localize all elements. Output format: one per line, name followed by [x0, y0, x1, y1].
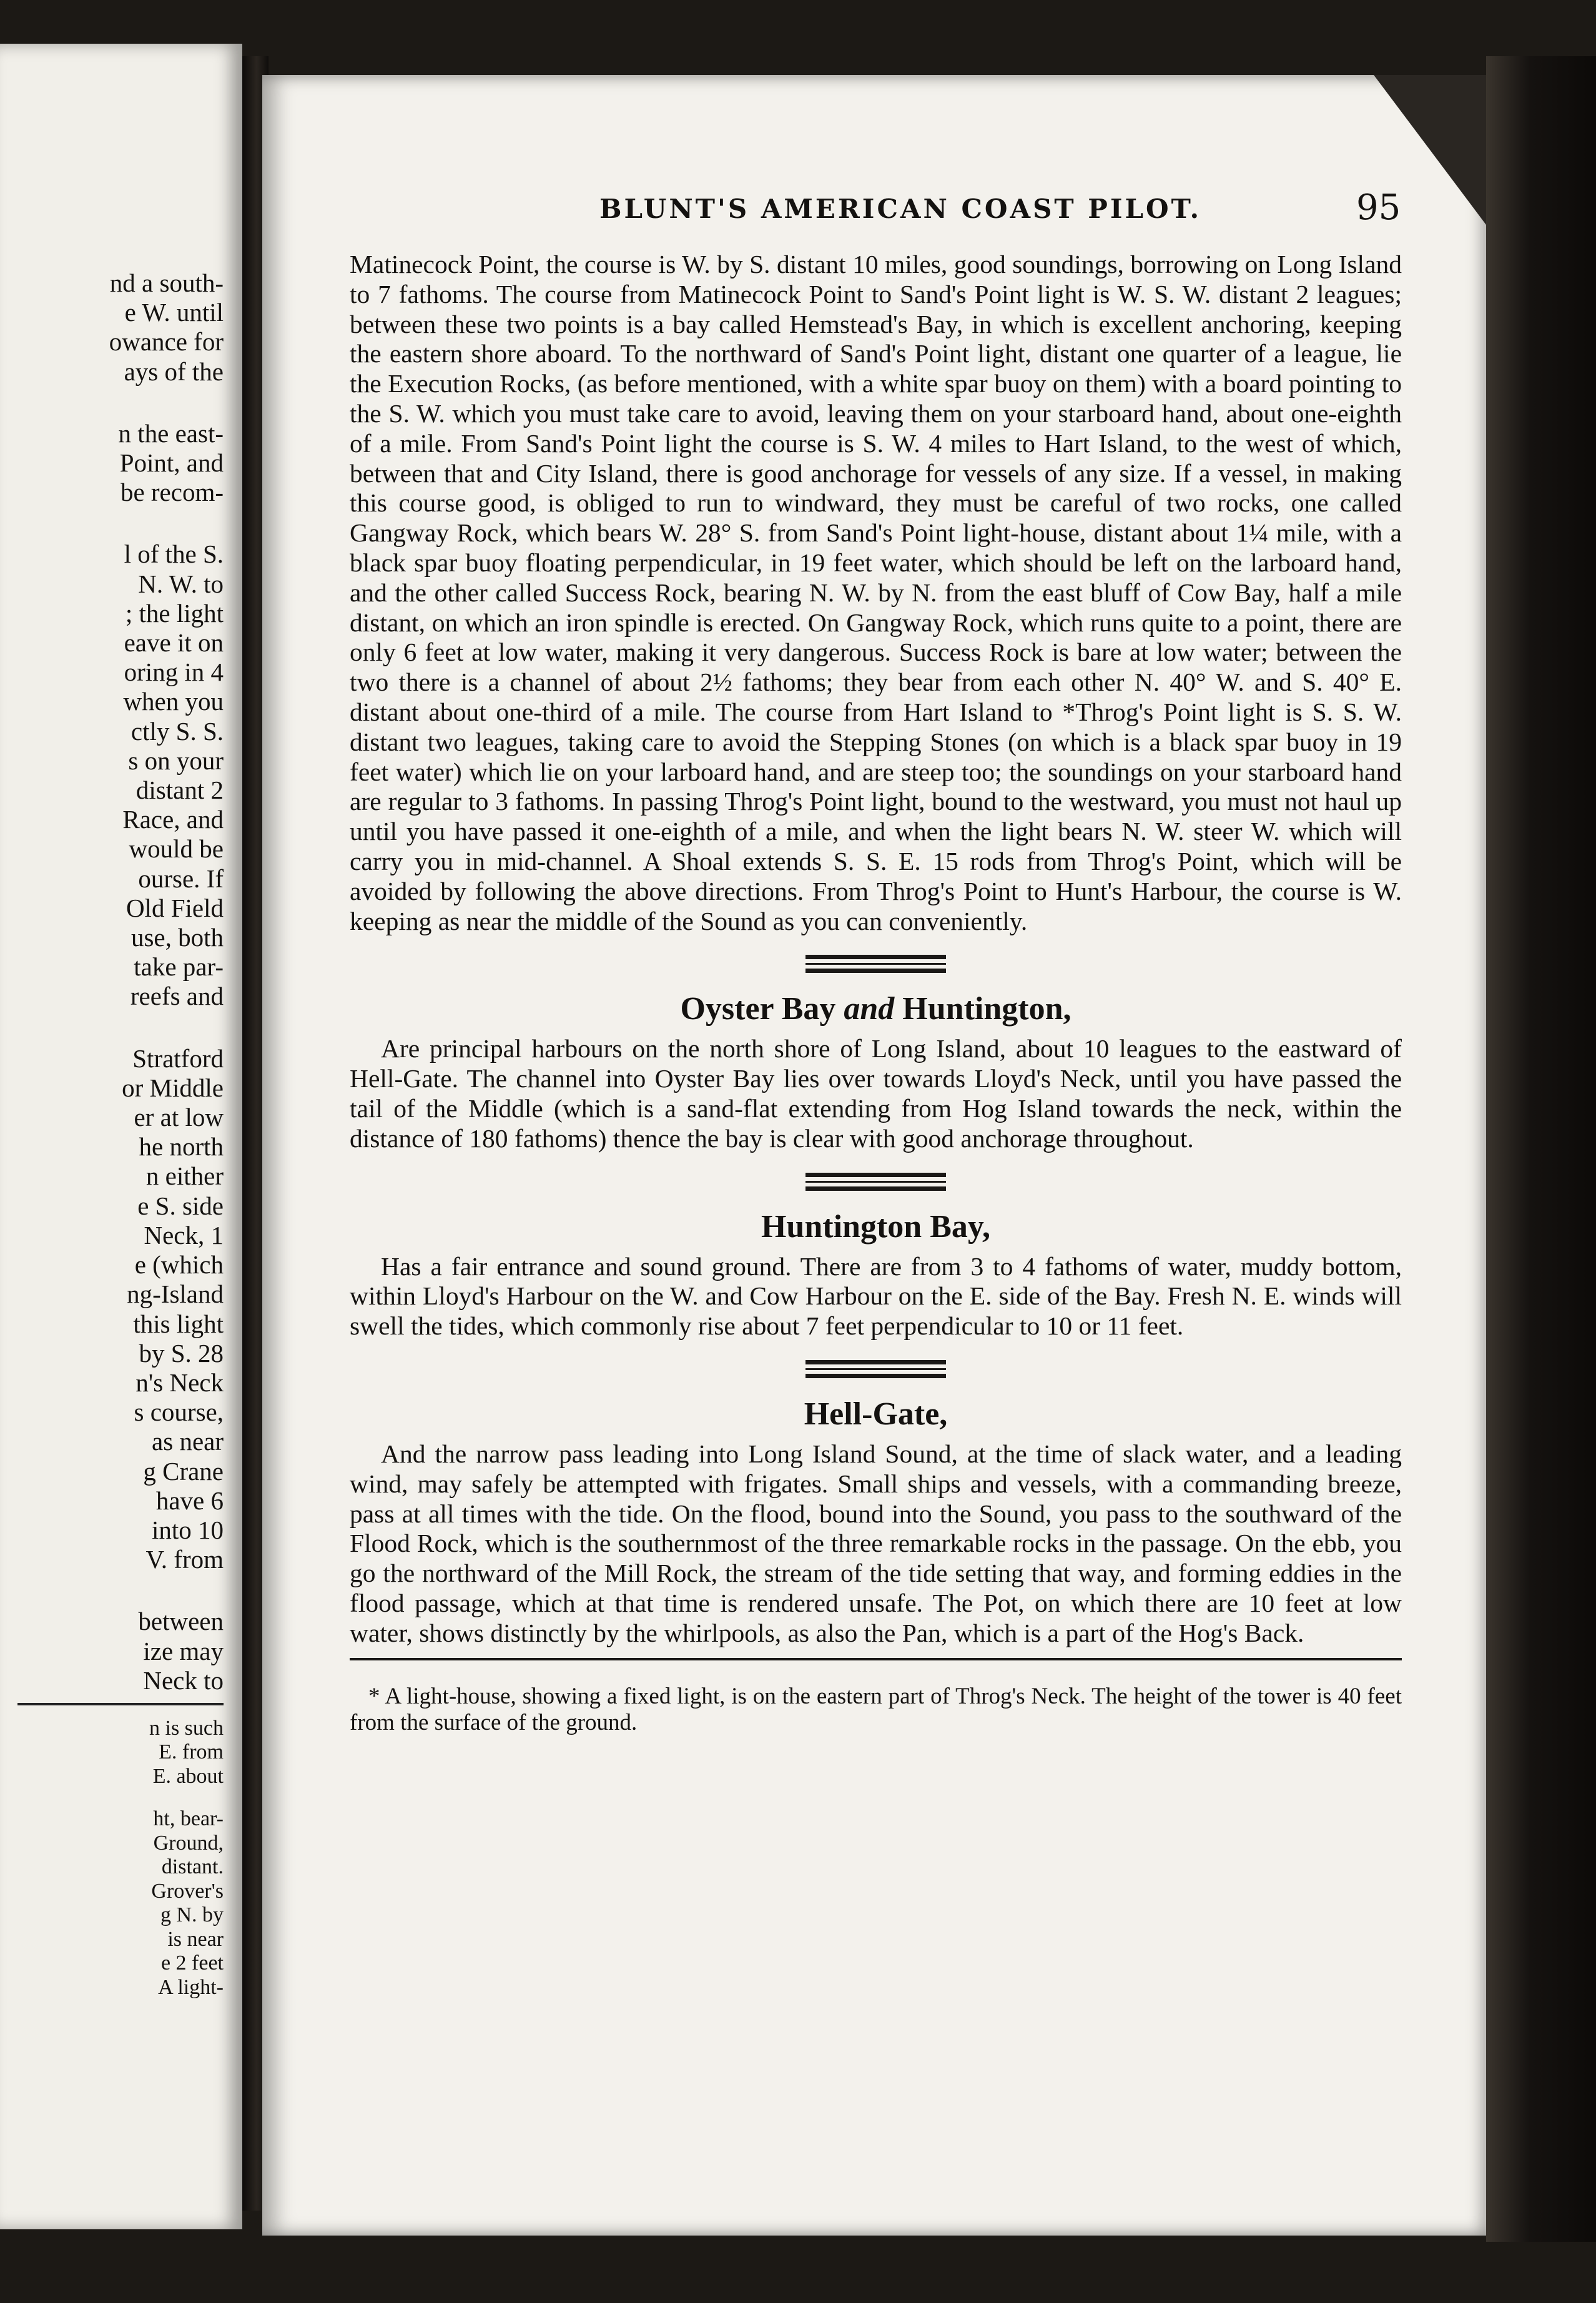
facing-page: [0, 44, 242, 2229]
facing-page-line: er at low: [134, 1103, 224, 1132]
facing-page-line: ng-Island: [127, 1280, 224, 1309]
facing-page-line: ourse. If: [138, 864, 224, 893]
facing-page-line: between: [138, 1607, 224, 1636]
facing-page-gap: [17, 387, 224, 419]
footnote-rule: [350, 1658, 1402, 1660]
facing-page-footnote-line: distant.: [161, 1855, 224, 1879]
facing-page-line: be recom-: [120, 478, 224, 507]
facing-page-footnote-line: ht, bear-: [153, 1807, 224, 1831]
ornamental-rule: [805, 1360, 946, 1378]
facing-page-line: n either: [145, 1161, 224, 1191]
section-heading-huntington-bay: Huntington Bay,: [761, 1208, 991, 1245]
facing-page-line: n the east-: [118, 418, 224, 448]
facing-page-line: s on your: [128, 746, 224, 775]
facing-page-line: nd a south-: [109, 269, 224, 297]
facing-page-line: this light: [133, 1309, 224, 1338]
book-right-edge: [1486, 56, 1596, 2242]
page-number: 95: [1356, 187, 1401, 228]
section-heading-hell-gate: Hell-Gate,: [804, 1396, 948, 1432]
running-head: [262, 187, 1486, 231]
facing-page-line: owance for: [109, 327, 224, 357]
facing-page-line: V. from: [145, 1545, 224, 1574]
facing-page-line: when you: [123, 687, 224, 716]
facing-page-line: n's Neck: [135, 1368, 224, 1397]
facing-page-line: Race, and: [122, 805, 224, 834]
facing-page-line: ; the light: [125, 598, 224, 628]
facing-page-line: by S. 28: [139, 1338, 224, 1368]
facing-page-line: or Middle: [122, 1073, 224, 1102]
facing-page-line: into 10: [151, 1515, 224, 1544]
paragraph-huntington-bay: Has a fair entrance and sound ground. There are from 3 to 4 fathoms of water, muddy bottom, within Lloyd's Harbour on the W. and Cow Harbour on the E. side of the Bay. Fresh N. E. winds will swell the tides, which commonly rise about 7 feet perpendicular to 10 or 11 feet.: [350, 1251, 1402, 1341]
facing-page-line: oring in 4: [124, 658, 224, 687]
facing-page-text-column: [17, 269, 224, 2000]
facing-page-line: as near: [152, 1427, 224, 1456]
facing-page-footnote-line: Ground,: [153, 1831, 224, 1855]
facing-page-line: take par-: [134, 952, 224, 982]
facing-page-line: have 6: [155, 1486, 224, 1515]
facing-page-line: he north: [139, 1132, 224, 1161]
facing-page-line: ays of the: [124, 357, 224, 386]
paragraph-oyster-bay: Are principal harbours on the north shore of Long Island, about 10 leagues to the eastward of Hell-Gate. The channel into Oyster Bay lies over towards Lloyd's Neck, until you have passed the tail of the Middle (which is a sand-flat extending from Hog Island towards the neck, within the distance of 180 fathoms) thence the bay is clear with good anchorage throughout.: [350, 1034, 1402, 1153]
facing-page-line: e (which: [134, 1250, 224, 1280]
facing-page-footnote-line: E. about: [152, 1764, 224, 1788]
facing-page-footnote-line: g N. by: [160, 1903, 224, 1927]
facing-page-line: l of the S.: [124, 540, 224, 569]
facing-page-line: Neck, 1: [144, 1220, 224, 1250]
page: [262, 75, 1486, 2236]
facing-page-gap: [17, 1574, 224, 1607]
facing-page-line: eave it on: [124, 628, 224, 658]
footnote: * A light-house, showing a fixed light, is on the eastern part of Throg's Neck. The height of the tower is 40 feet from the surface of the ground.: [350, 1684, 1402, 1736]
facing-page-line: ctly S. S.: [131, 716, 224, 746]
facing-page-line: Neck to: [143, 1665, 224, 1695]
facing-page-line: s course,: [134, 1398, 224, 1427]
facing-page-footnote-line: is near: [167, 1927, 224, 1951]
paragraph-hell-gate: And the narrow pass leading into Long Island Sound, at the time of slack water, and a leading wind, may safely be attempted with frigates. Small ships and vessels, with a commanding breeze, pass at all times with the tide. On the flood, bound into the Sound, you pass to the southward of the Flood Rock, which is the southernmost of the three remarkable rocks in the passage. On the ebb, you go the northward of the Mill Rock, the stream of the tide setting that way, and forming eddies in the flood passage, which at that time is rendered unsafe. The Pot, on which there are 10 feet at low water, shows distinctly by the whirlpools, as also the Pan, which is a part of the Hog's Back.: [350, 1439, 1402, 1647]
facing-page-line: distant 2: [135, 776, 224, 805]
ornamental-rule: [805, 955, 946, 973]
facing-page-footnote-line: A light-: [158, 1975, 224, 1999]
facing-page-line: e S. side: [137, 1191, 224, 1220]
facing-page-footnote-line: E. from: [159, 1740, 224, 1764]
facing-page-line: N. W. to: [138, 569, 224, 598]
facing-page-footnote-rule: [17, 1703, 224, 1705]
facing-page-footnote-line: e 2 feet: [160, 1951, 224, 1975]
section-heading-oyster-bay: Oyster Bay and Huntington,: [680, 991, 1071, 1027]
facing-page-gap: [17, 1012, 224, 1044]
facing-page-line: Old Field: [126, 893, 224, 922]
paragraph-long-island-sound-directions: Matinecock Point, the course is W. by S. distant 10 miles, good soundings, borrowing on Long Island to 7 fathoms. The course from Matinecock Point to Sand's Point light is W. S. W. distant 2 leagues; between these two points is a bay called Hemstead's Bay, in which is excellent anchoring, keeping the eastern shore aboard. To the northward of Sand's Point light, distant one quarter of a league, lie the Execution Rocks, (as before mentioned, with a white spar buoy on them) with a board pointing to the S. W. which you must take care to avoid, leaving them on your starboard hand, about one-eighth of a mile. From Sand's Point light the course is S. W. 4 miles to Hart Island, to the west of which, between that and City Island, there is good anchorage for vessels of any size. If a vessel, in making this course good, is obliged to run to windward, they must be careful of two rocks, one called Gangway Rock, which bears W. 28° S. from Sand's Point light-house, distant about 1¼ mile, with a black spar buoy floating perpendicular, in 19 feet water, which should be left on the larboard hand, and the other called Success Rock, bearing N. W. by N. from the east bluff of Cow Bay, half a mile distant, on which an iron spindle is erected. On Gangway Rock, which runs quite to a point, there are only 6 feet at low water, making it very dangerous. Success Rock is bare at low water; between the two there is a channel of about 2½ fathoms; they bear from each other N. 40° W. and S. 40° E. distant about one-third of a mile. The course from Hart Island to *Throg's Point light is S. S. W. distant two leagues, taking care to avoid the Stepping Stones (on which is a black spar buoy in 19 feet water) which lie on your larboard hand, and are steep too; the soundings on your starboard hand are regular to 3 fathoms. In passing Throg's Point light, bound to the westward, you must not haul up until you have passed it one-eighth of a mile, and when the light bears N. W. steer W. which will carry you in mid-channel. A Shoal extends S. S. E. 15 rods from Throg's Point, which will be avoided by following the above directions. From Throg's Point to Hunt's Harbour, the course is W. keeping as near the middle of the Sound as you can conveniently.: [350, 250, 1402, 935]
facing-page-line: ize may: [143, 1636, 224, 1665]
running-title: BLUNT'S AMERICAN COAST PILOT.: [599, 194, 1202, 224]
facing-page-line: g Crane: [143, 1456, 224, 1486]
facing-page-gap: [17, 1788, 224, 1807]
facing-page-line: Point, and: [119, 448, 224, 478]
facing-page-line: e W. until: [124, 298, 224, 327]
facing-page-line: reefs and: [130, 982, 224, 1011]
ornamental-rule: [805, 1173, 946, 1191]
facing-page-line: would be: [129, 834, 224, 864]
facing-page-gap: [17, 507, 224, 540]
page-body: [350, 250, 1402, 1759]
facing-page-footnote-line: Grover's: [151, 1879, 224, 1903]
facing-page-footnote-line: n is such: [149, 1716, 224, 1740]
facing-page-line: Stratford: [132, 1043, 224, 1073]
facing-page-line: use, both: [131, 923, 224, 952]
